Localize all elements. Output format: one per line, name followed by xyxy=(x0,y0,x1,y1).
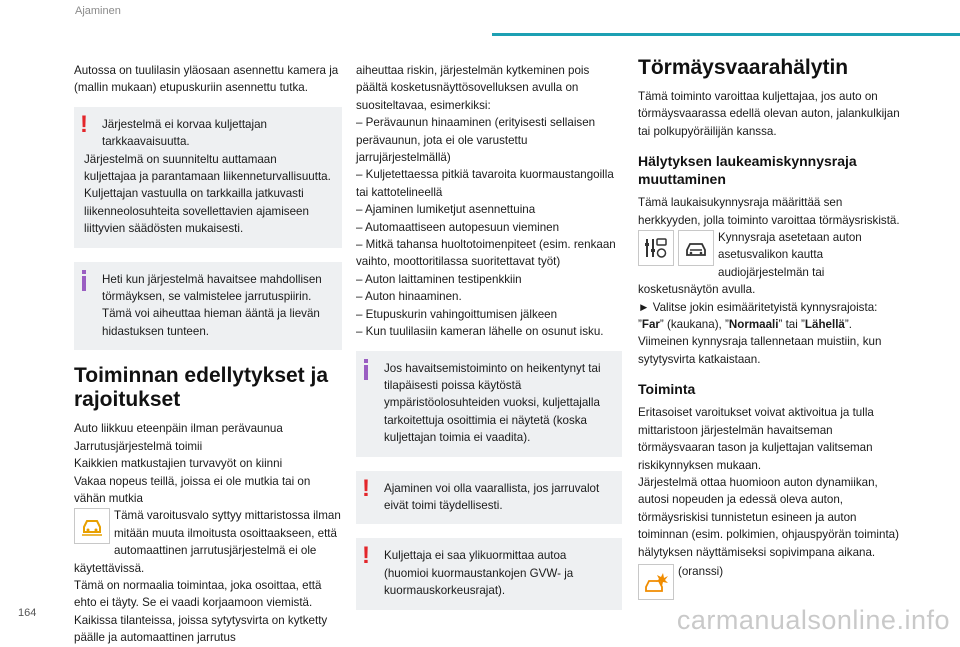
info-box-2 xyxy=(356,351,622,457)
info-box-1 xyxy=(74,262,342,351)
warning-light-row xyxy=(74,507,342,577)
condition-item: Vakaa nopeus teillä, joissa ei ole mutkia tai on vähän mutkia xyxy=(74,474,311,505)
situation-item: – Kuljetettaessa pitkiä tavaroita kuormaustangoilla tai kattotelineellä xyxy=(356,168,614,199)
situation-item: – Ajaminen lumiketjut asennettuina xyxy=(356,203,536,217)
col1-intro: Autossa on tuulilasin yläosaan asennettu kamera ja (mallin mukaan) etupuskuriin asennettu tutka. xyxy=(74,64,339,95)
option-near: Lähellä xyxy=(804,318,845,332)
warning-box-1 xyxy=(74,107,342,248)
settings-icons-row xyxy=(638,229,904,299)
warning-box-3 xyxy=(356,538,622,609)
info-icon xyxy=(78,268,90,292)
col3-para2: Eritasoiset varoitukset voivat aktivoitua ja tulla mittaristoon järjestelmän havaitseman törmäysvaaran tason ja kuljettajan valitseman riskikynnyksen mukaan. xyxy=(638,406,874,472)
option-normal: Normaali xyxy=(728,318,779,332)
collision-alert-icon xyxy=(638,564,674,600)
watermark: carmanualsonline.info xyxy=(676,605,950,635)
col2-intro: aiheuttaa riskin, järjestelmän kytkeminen pois päältä kosketusnäyttösovelluksen avulla on suositeltavaa, esimerkiksi: xyxy=(356,64,590,112)
header-accent-bar xyxy=(492,33,960,36)
warning1-line2: Järjestelmä on suunniteltu auttamaan kuljettajaa ja parantamaan liikenneturvallisuutta. xyxy=(84,152,331,184)
section-heading-collision-alert: Törmäysvaarahälytin xyxy=(638,56,849,79)
column-2 xyxy=(356,62,622,624)
info2-text: Jos havaitsemistoiminto on heikentynyt tai tilapäisesti poissa käytöstä ympäristöolosuhteiden vuoksi, kuljettajalla tarkoitettuja osoittimia ei näytetä (koska kuljettajan toimia ei vaadita). xyxy=(384,361,601,445)
orange-alert-row xyxy=(638,563,904,600)
exclamation-icon: ! xyxy=(362,474,370,502)
info1-text: Heti kun järjestelmä havaitsee mahdollisen törmäyksen, se valmistelee jarrutuspiirin. Tämä voi aiheuttaa hieman ääntä ja lievän hidastuksen tunteen. xyxy=(102,272,322,338)
section-heading-conditions: Toiminnan edellytykset ja rajoitukset xyxy=(74,364,329,412)
column-1 xyxy=(74,62,342,647)
warning-box-2 xyxy=(356,471,622,525)
option-far: Far xyxy=(641,318,660,332)
col1-para2: Tämä on normaalia toimintaa, joka osoittaa, että ehto ei täyty. Se ei vaadi korjaamoon viemistä. xyxy=(74,578,322,610)
warning2-text: Ajaminen voi olla vaarallista, jos jarruvalot eivät toimi täydellisesti. xyxy=(384,481,600,512)
warning3-text: Kuljettaja ei saa ylikuormittaa autoa (huomioi kuormaustankojen GVW- ja kuormauskorkeusrajat). xyxy=(384,549,574,598)
situation-item: – Perävaunun hinaaminen (erityisesti sellaisen perävaunun, jota ei ole varustettu jarrujärjestelmällä) xyxy=(356,116,596,165)
col3-intro: Tämä toiminto varoittaa kuljettajaa, jos auto on törmäysvaarassa edellä olevan auton, jalankulkijan tai polkupyöräilijän kanssa. xyxy=(638,90,900,138)
subheading-threshold: Hälytyksen laukeamiskynnysraja muuttaminen xyxy=(638,153,857,188)
col3-para1: Tämä laukaisukynnysraja määrittää sen herkkyyden, jolla toiminto varoittaa törmäysriskistä. xyxy=(638,196,900,227)
column-3 xyxy=(638,56,904,600)
car-icon xyxy=(678,230,714,266)
col3-saved: Viimeinen kynnysraja tallennetaan muistiin, kun sytytysvirta katkaistaan. xyxy=(638,335,882,366)
settings-menu-icon xyxy=(638,230,674,266)
autonomous-brake-warning-icon xyxy=(74,508,110,544)
warning1-line3: Kuljettajan vastuulla on tarkkailla jatkuvasti liikenneolosuhteita sovellettavien ajamiseen liittyvien säädösten mukaisesti. xyxy=(84,187,309,236)
info-icon xyxy=(360,357,372,381)
situation-item: – Auton laittaminen testipenkkiin xyxy=(356,272,522,286)
orange-label: (oranssi) xyxy=(678,564,724,578)
threshold-select-instruction: ► Valitse jokin esimääritetyistä kynnysrajoista: ”Far” (kaukana), ”Normaali” tai ”Lähellä”. xyxy=(638,300,878,332)
col3-para3: Järjestelmä ottaa huomioon auton dynamiikan, autosi nopeuden ja edessä oleva auton, törmäysriskisi tunnistetun esineen ja auton toiminnan (esim. polkimien, ohjauspyörän toiminta) hälytyksen näyttämiseksi sopivimpana aikana. xyxy=(638,475,899,559)
chapter-title: Ajaminen xyxy=(75,5,121,17)
subheading-operation: Toiminta xyxy=(638,381,696,398)
exclamation-icon: ! xyxy=(80,110,88,138)
condition-item: Kaikkien matkustajien turvavyöt on kiinni xyxy=(74,457,283,471)
col1-para3: Kaikissa tilanteissa, joissa sytytysvirta on kytketty päälle ja automaattinen jarrutus xyxy=(74,613,328,645)
page-number: 164 xyxy=(18,607,37,619)
situation-item: – Auton hinaaminen. xyxy=(356,290,462,304)
exclamation-icon: ! xyxy=(362,542,370,570)
condition-item: Auto liikkuu eteenpäin ilman perävaunua xyxy=(74,422,283,436)
situation-item: – Mitkä tahansa huoltotoimenpiteet (esim. renkaan vaihto, moottoritilassa suoritettavat työt) xyxy=(356,238,616,269)
situation-item: – Automaattiseen autopesuun vieminen xyxy=(356,220,560,234)
situation-item: – Etupuskurin vahingoittumisen jälkeen xyxy=(356,307,558,321)
warning-light-text: Tämä varoitusvalo syttyy mittaristossa ilman mitään muuta ilmoitusta osoittaakseen, että automaattinen jarrutusjärjestelmä ei ole käytettävissä. xyxy=(74,509,341,575)
warning1-line1: Järjestelmä ei korvaa kuljettajan tarkkaavaisuutta. xyxy=(102,117,267,149)
settings-icon-text: Kynnysraja asetetaan auton asetusvalikon kautta audiojärjestelmän tai kosketusnäytön avulla. xyxy=(638,231,862,297)
condition-item: Jarrutusjärjestelmä toimii xyxy=(74,439,203,453)
situation-item: – Kun tuulilasiin kameran lähelle on osunut isku. xyxy=(356,325,604,339)
